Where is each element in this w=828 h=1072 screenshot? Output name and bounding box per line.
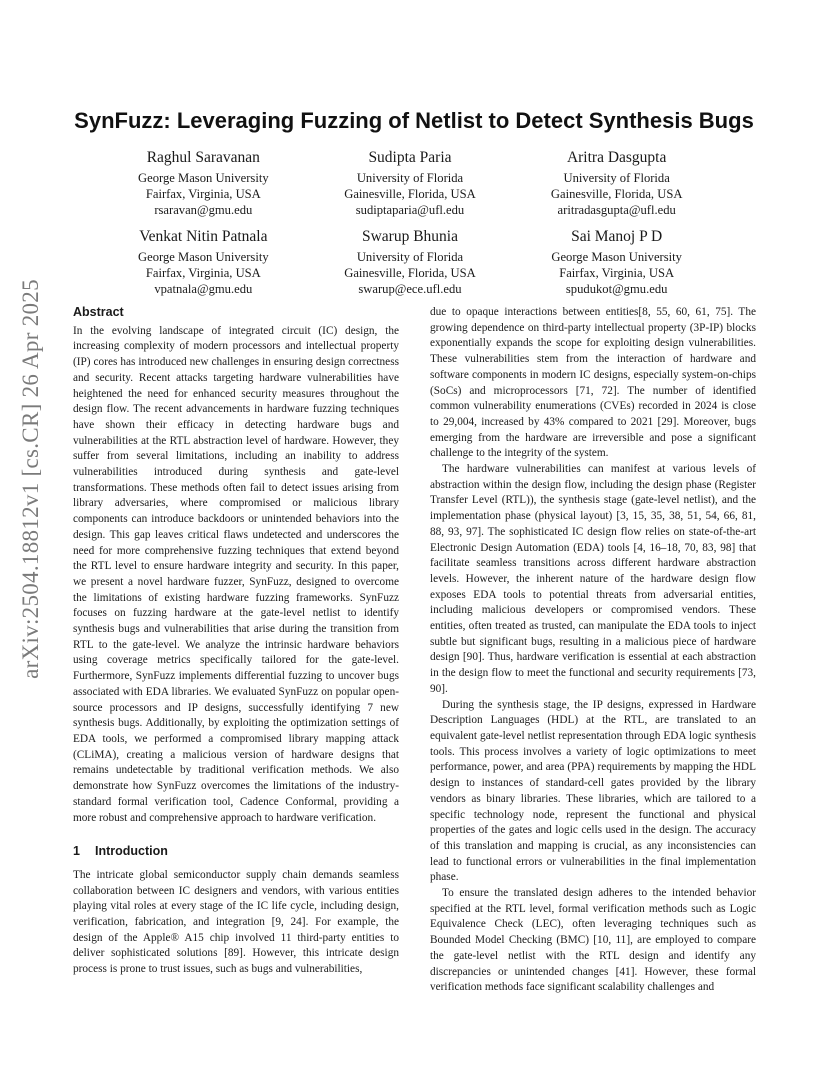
author-block xyxy=(100,149,307,218)
intro-paragraph: due to opaque interactions between entities[8, 55, 60, 61, 75]. The growing dependence on third-party intellectual property (3P-IP) blocks exponentially expands the scope for exploiting design vulnerabilities. These vulnerabilities stem from the interaction of hardware and software components in modern IC designs, especially system-on-chips (SoCs) and microprocessors [71, 72]. The number of identified common vulnerability enumerations (CVEs) recorded in 2024 is close to 29,004, increased by 43% compared to 2021 [29]. Moreover, bugs emerging from the hardware are irreversible and pose a significant challenge to the integrity of the system. xyxy=(430,306,756,460)
intro-paragraph: During the synthesis stage, the IP designs, expressed in Hardware Description Languages (HDL) at the RTL, are translated to an equivalent gate-level netlist representation through EDA logic synthesis tools. This process involves a variety of logic optimizations to meet performance, power, and area (PPA) requirements by mapping the HDL design to instances of standard-cell gates provided by the library vendors as binary libraries. These libraries, which are tailored to a specific technology node, represent the functional and physical properties of the gates and logic cells used in the design. The accuracy of this translation and mapping is crucial, as any inconsistencies can lead to functional errors or vulnerabilities in the final implementation phase. xyxy=(430,698,756,884)
abstract-heading: Abstract xyxy=(73,305,124,319)
author-block xyxy=(307,228,514,297)
intro-paragraph: The hardware vulnerabilities can manifest at various levels of abstraction within the design flow, including the design phase (Register Transfer Level (RTL)), the synthesis stage (gate-level netlist), and the implementation phase (physical layout) [3, 15, 35, 38, 51, 54, 66, 81, 88, 93, 97]. The sophisticated IC design flow relies on state-of-the-art Electronic Design Automation (EDA) tools [4, 16–18, 70, 83, 98] that facilitate seamless transitions across different hardware abstraction levels. However, the inherent nature of the hardware design flow exposes EDA tools to potential threats from adversarial entities, including malicious developers or compromised vendors. These entities, often treated as trusted, can manipulate the EDA tools to inject subtle but significant bugs, resulting in a malicious piece of hardware design [90]. Thus, hardware verification is essential at each abstraction in the design flow to meet the functional and security requirements [73, 90]. xyxy=(430,463,756,695)
author-affiliation: University of Florida xyxy=(356,171,464,185)
author-row xyxy=(100,149,720,218)
section-heading xyxy=(73,844,399,860)
right-column xyxy=(430,305,756,996)
author-email[interactable]: spudukot@gmu.edu xyxy=(565,282,668,296)
author-location: Gainesville, Florida, USA xyxy=(344,266,476,280)
author-block xyxy=(513,149,720,218)
author-name: Aritra Dasgupta xyxy=(566,149,667,166)
author-affiliation: George Mason University xyxy=(138,171,269,185)
intro-paragraph: To ensure the translated design adheres to the intended behavior specified at the RTL level, formal verification methods such as Logic Equivalence Check (LEC), often leveraging techniques such as Bounded Model Checking (BMC) [10, 11], are employed to compare the gate-level netlist with the RTL design and identify any discrepancies or unintended changes [41]. However, these formal verification methods face significant scalability challenges and xyxy=(430,887,756,994)
author-location: Gainesville, Florida, USA xyxy=(550,187,683,201)
author-block xyxy=(307,149,514,218)
author-email[interactable]: vpatnala@gmu.edu xyxy=(154,282,253,296)
author-block xyxy=(513,228,720,297)
author-name: Raghul Saravanan xyxy=(146,149,260,166)
section-number: 1 xyxy=(73,844,80,859)
author-email[interactable]: swarup@ece.ufl.edu xyxy=(358,282,462,296)
paper-title: SynFuzz: Leveraging Fuzzing of Netlist to Detect Synthesis Bugs xyxy=(74,108,754,133)
section-title: Introduction xyxy=(95,844,168,859)
author-location: Fairfax, Virginia, USA xyxy=(559,266,675,280)
author-email[interactable]: aritradasgupta@ufl.edu xyxy=(557,203,676,217)
author-name: Sudipta Paria xyxy=(368,149,452,166)
author-block xyxy=(100,228,307,297)
author-name: Sai Manoj P D xyxy=(571,228,663,245)
author-affiliation: George Mason University xyxy=(551,250,682,264)
author-email[interactable]: rsaravan@gmu.edu xyxy=(154,203,253,217)
author-affiliation: George Mason University xyxy=(138,250,269,264)
author-location: Gainesville, Florida, USA xyxy=(344,187,476,201)
left-column xyxy=(73,305,399,978)
author-row xyxy=(100,228,720,297)
author-name: Swarup Bhunia xyxy=(361,228,458,245)
author-affiliation: University of Florida xyxy=(356,250,464,264)
author-location: Fairfax, Virginia, USA xyxy=(145,187,261,201)
author-location: Fairfax, Virginia, USA xyxy=(145,266,261,280)
author-name: Venkat Nitin Patnala xyxy=(139,228,268,245)
abstract-text: In the evolving landscape of integrated circuit (IC) design, the increasing complexity of modern processors and intellectual property (IP) cores has introduced new challenges in ensuring design correctness and security. Recent attacks targeting hardware vulnerabilities have heightened the need for enhanced security measures throughout the design flow. The recent advancements in hardware fuzzing techniques have shown their efficacy in detecting hardware bugs and vulnerabilities at the RTL abstraction level of hardware. However, they suffer from several limitations, including an inability to address vulnerabilities introduced during synthesis and gate-level transformations. These methods often fail to detect issues arising from library adversaries, where compromised or malicious library components can introduce backdoors or unintended behaviors into the design. This gap leaves critical flaws undetected and underscores the need for more comprehensive fuzzing techniques that extend beyond the RTL level to ensure hardware integrity and security. In this paper, we present a novel hardware fuzzer, SynFuzz, designed to overcome the limitations of existing hardware fuzzing frameworks. SynFuzz focuses on fuzzing hardware at the gate-level netlist to identify synthesis bugs and vulnerabilities that arise during the transition from RTL to the gate-level. We analyze the intrinsic hardware behaviors using coverage metrics specifically tailored for the gate-level. Furthermore, SynFuzz implements differential fuzzing to uncover bugs associated with EDA libraries. We evaluated SynFuzz on popular open-source processors and IP designs, successfully identifying 7 new synthesis bugs. Additionally, by exploiting the optimization settings of EDA tools, we performed a compromised library mapping attack (CLiMA), creating a malicious version of hardware designs that remains undetectable by traditional verification methods. We also demonstrate how SynFuzz overcomes the limitations of the industry-standard formal verification tool, Cadence Conformal, providing a more robust and comprehensive approach to hardware verification. xyxy=(73,324,399,824)
author-email[interactable]: sudiptaparia@ufl.edu xyxy=(355,203,465,217)
author-affiliation: University of Florida xyxy=(563,171,670,185)
arxiv-identifier: arXiv:2504.18812v1 [cs.CR] 26 Apr 2025 xyxy=(18,279,43,679)
intro-paragraph: The intricate global semiconductor supply chain demands seamless collaboration between IC designers and vendors, with various entities playing vital roles at every stage of the IC life cycle, including design, verification, fabrication, and integration [9, 24]. For example, the design of the Apple® A15 chip involved 11 third-party entities to deliver sophisticated solutions [89]. However, this intricate design process is prone to trust issues, such as bugs and vulnerabilities, xyxy=(73,868,399,976)
